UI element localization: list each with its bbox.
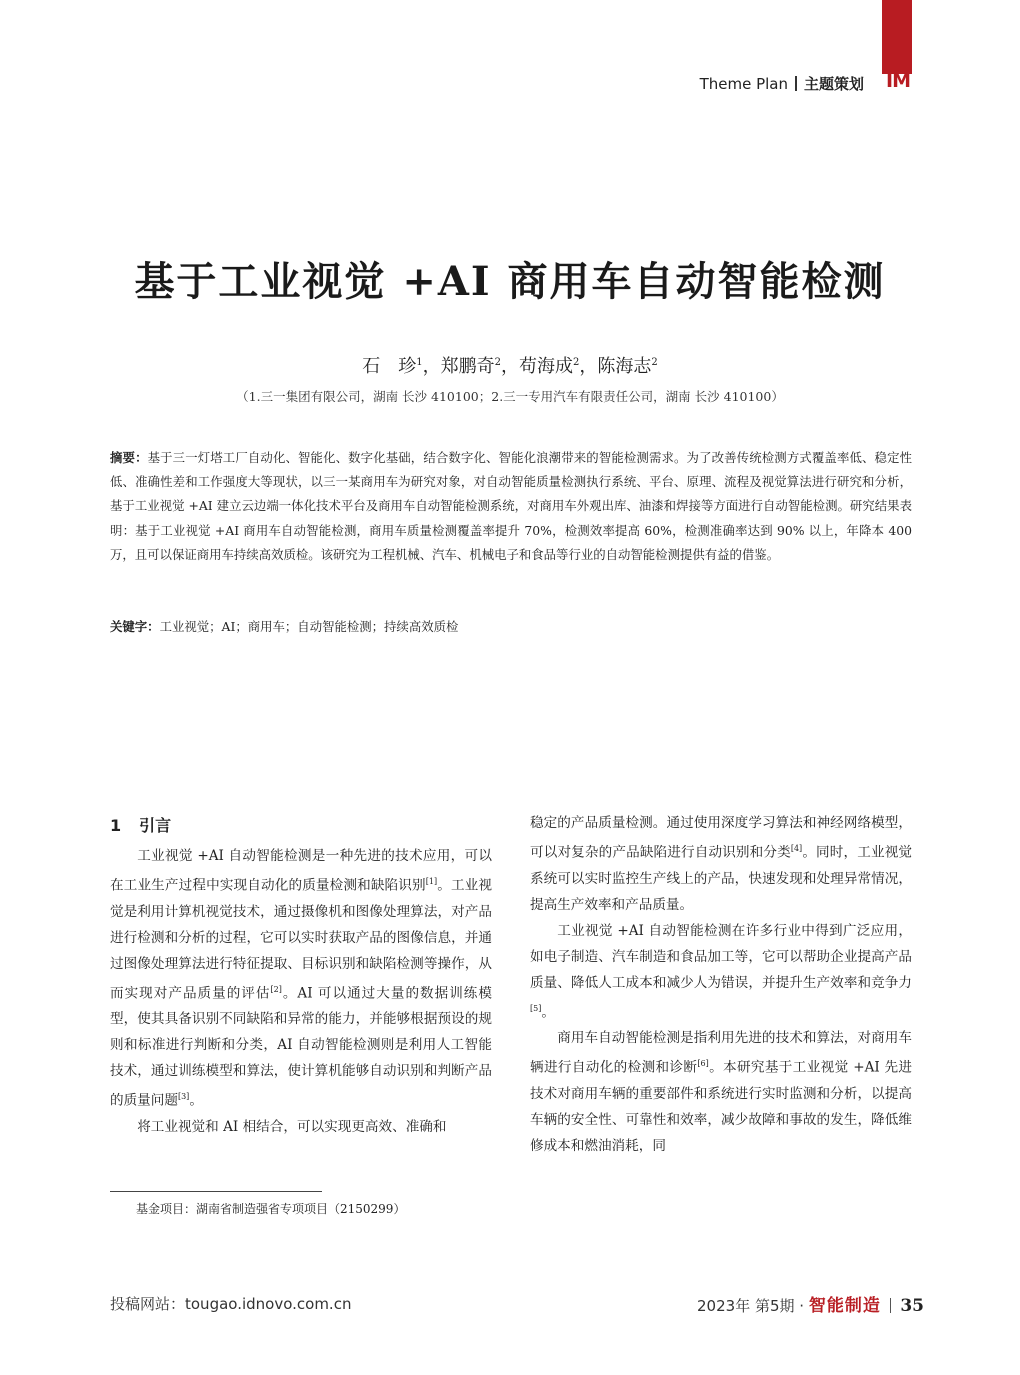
citation-ref: [6]: [697, 1059, 709, 1069]
body-column-left: [110, 843, 492, 1140]
running-header: [700, 73, 864, 94]
author-affiliation-mark: 2: [494, 357, 501, 368]
citation-ref: [5]: [530, 1003, 542, 1013]
paper-title: 基于工业视觉 +AI 商用车自动智能检测: [134, 258, 886, 305]
author-separator: ，: [422, 356, 441, 377]
author-affiliation-mark: 2: [651, 357, 658, 368]
citation-ref: [1]: [425, 877, 438, 886]
citation-ref: [3]: [177, 1092, 190, 1102]
footer-divider: [890, 1298, 892, 1313]
submission-website: 投稿网站：tougao.idnovo.com.cn: [110, 1295, 352, 1313]
author-name: 陈海志: [597, 356, 652, 377]
body-paragraph: 工业视觉 +AI 自动智能检测在许多行业中得到广泛应用，如电子制造、汽车制造和食品加工等，它可以帮助企业提高产品质量、降低人工成本和减少人为错误，并提升生产效率和竞争力[5]。: [530, 922, 912, 1021]
section-title: 引言: [139, 816, 172, 835]
section-heading: [110, 813, 171, 836]
body-paragraph: 将工业视觉和 AI 相结合，可以实现更高效、准确和: [137, 1118, 447, 1135]
journal-logo: IM: [886, 70, 910, 92]
author-name: 石 珍: [362, 356, 417, 377]
issue-info: 2023年 第5期 ·: [697, 1297, 805, 1315]
header-divider: [795, 76, 797, 91]
body-paragraph: 商用车自动智能检测是指利用先进的技术和算法，对商用车辆进行自动化的检测和诊断[6]。本研究基于工业视觉 +AI 先进技术对商用车辆的重要部件和系统进行实时监测和分析，以提高车辆的安全性、可靠性和效率，减少故障和事故的发生，降低维修成本和燃油消耗，同: [530, 1030, 913, 1154]
abstract-text: 基于三一灯塔工厂自动化、智能化、数字化基础，结合数字化、智能化浪潮带来的智能检测需求。为了改善传统检测方式覆盖率低、稳定性低、准确性差和工作强度大等现状，以三一某商用车为研究对象，对自动智能质量检测执行系统、平台、原理、流程及视觉算法进行研究和分析，基于工业视觉 +AI 建立云边端一体化技术平台及商用车自动智能检测系统，对商用车外观出库、油漆和焊接等方面进行自动智能检测。研究结果表明：基于工业视觉 +AI 商用车自动智能检测，商用车质量检测覆盖率提升 70%，检测效率提高 60%，检测准确率达到 90% 以上，年降本 400 万，且可以保证商用车持续高效质检。该研究为工程机械、汽车、机械电子和食品等行业的自动智能检测提供有益的借鉴。: [110, 450, 913, 562]
author-name: 郑鹏奇: [440, 356, 495, 377]
author-affiliation-mark: 1: [416, 357, 423, 368]
abstract-label: 摘要：: [110, 450, 148, 465]
funding-footnote: 基金项目：湖南省制造强省专项项目（2150299）: [136, 1202, 406, 1216]
keywords-label: 关键字：: [110, 619, 160, 634]
author-name: 苟海成: [519, 356, 573, 377]
body-paragraph: 工业视觉 +AI 自动智能检测是一种先进的技术应用，可以在工业生产过程中实现自动化的质量检测和缺陷识别[1]。工业视觉是利用计算机视觉技术，通过摄像机和图像处理算法，对产品进行检测和分析的过程，它可以实时获取产品的图像信息，并通过图像处理算法进行特征提取、目标识别和缺陷检测等操作，从而实现对产品质量的评估[2]。AI 可以通过大量的数据训练模型，使其具备识别不同缺陷和异常的能力，并能够根据预设的规则和标准进行判断和分类，AI 自动智能检测则是利用人工智能技术，通过训练模型和算法，使计算机能够自动识别和判断产品的质量问题[3]。: [110, 848, 493, 1109]
abstract: [110, 446, 912, 567]
body-column-right: [530, 810, 912, 1159]
author-affiliation-mark: 2: [573, 357, 580, 368]
citation-ref: [2]: [270, 984, 282, 994]
keywords-text: 工业视觉；AI；商用车；自动智能检测；持续高效质检: [159, 619, 459, 634]
body-paragraph: 稳定的产品质量检测。通过使用深度学习算法和神经网络模型，可以对复杂的产品缺陷进行自动识别和分类[4]。同时，工业视觉系统可以实时监控生产线上的产品，快速发现和处理异常情况，提高生产效率和产品质量。: [530, 815, 913, 913]
citation-ref: [4]: [790, 844, 803, 853]
running-footer: [697, 1291, 924, 1316]
page-number: 35: [900, 1296, 924, 1316]
author-separator: ，: [579, 356, 598, 377]
affiliations: （1.三一集团有限公司，湖南 长沙 410100；2.三一专用汽车有限责任公司，湖南 长沙 410100）: [236, 389, 784, 404]
author-separator: ，: [501, 356, 519, 377]
header-red-bar: [882, 0, 912, 74]
section-label-cn: 主题策划: [803, 75, 864, 93]
journal-name: 智能制造: [808, 1296, 881, 1316]
keywords: [110, 617, 912, 635]
section-label-en: Theme Plan: [699, 75, 788, 93]
author-list: [0, 352, 1020, 378]
footnote-rule: [110, 1191, 322, 1192]
section-number: 1: [110, 816, 122, 835]
